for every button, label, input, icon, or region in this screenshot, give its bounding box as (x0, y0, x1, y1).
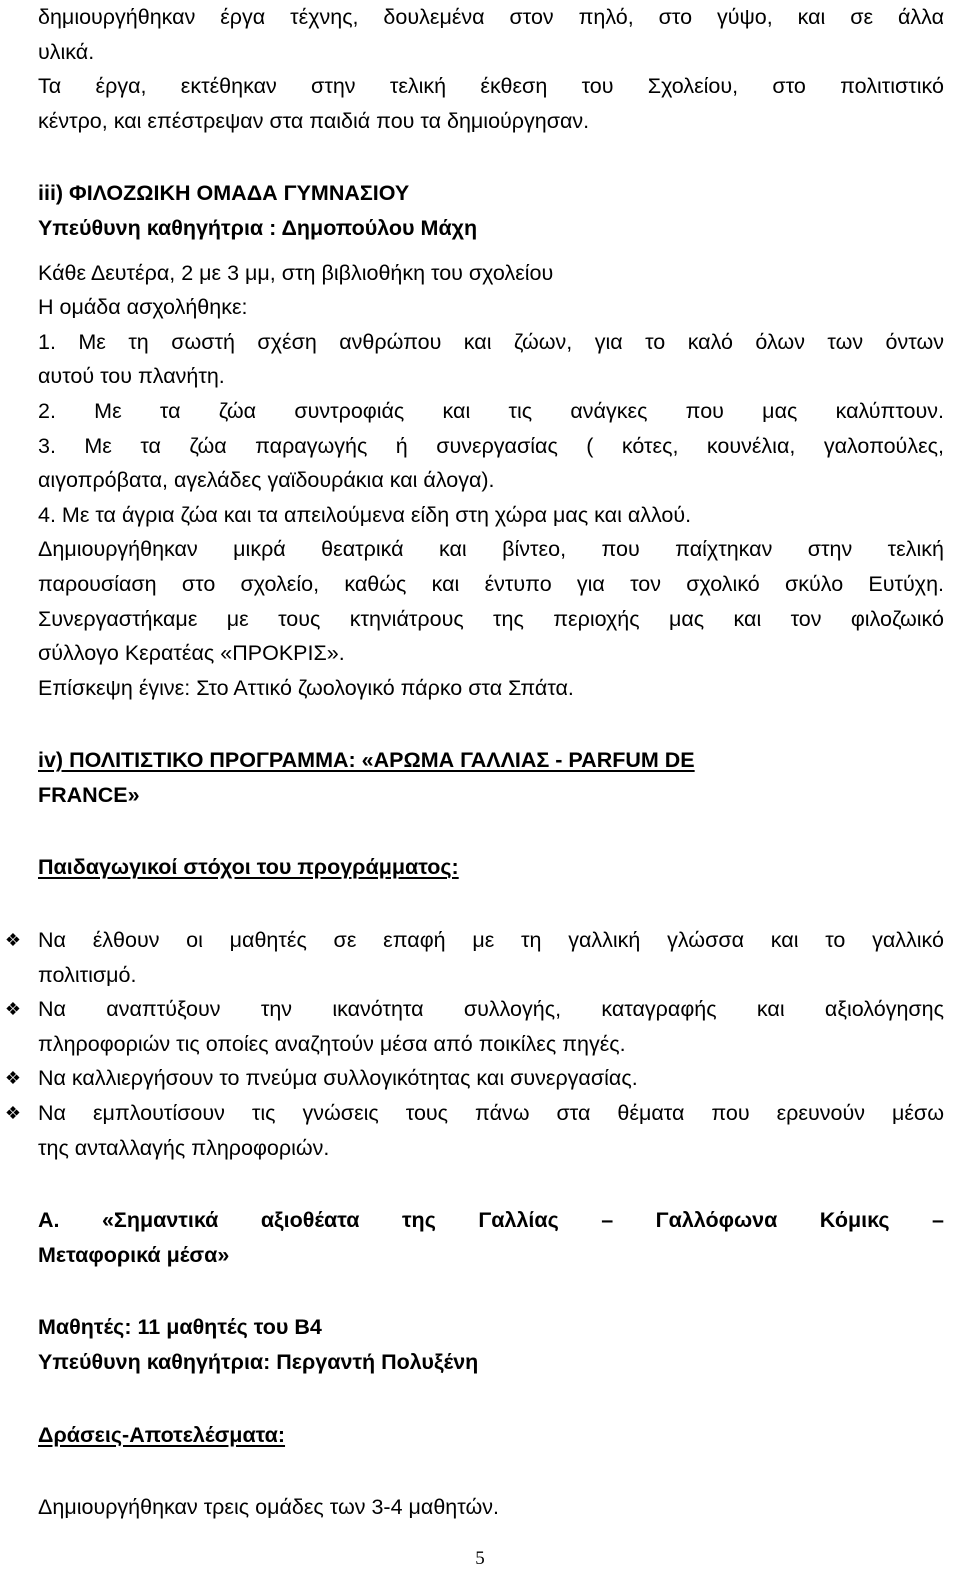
spacer (38, 1380, 944, 1418)
section-3-teacher: Υπεύθυνη καθηγήτρια : Δημοπούλου Μάχη (38, 215, 478, 240)
section-3-para-1a: Δημιουργήθηκαν μικρά θεατρικά και βίντεο, που παίχτηκαν στην τελική (38, 537, 944, 562)
spacer (38, 885, 944, 923)
section-3-item-1b: αυτού του πλανήτη. (38, 364, 225, 389)
section-3-item-4: 4. Με τα άγρια ζώα και τα απειλούμενα είδη στη χώρα μας και αλλού. (38, 502, 692, 527)
goal-item (4, 992, 944, 1061)
goal-line: πολιτισμό. (38, 962, 137, 987)
section-3-heading: iii) ΦΙΛΟΖΩΙΚΗ ΟΜΑΔΑ ΓΥΜΝΑΣΙΟΥ (38, 181, 410, 206)
section-3-para-1b: παρουσίαση στο σχολείο, καθώς και έντυπο για τον σχολικό σκύλο Ευτύχη. (38, 571, 944, 596)
diamond-bullet-icon: ❖ (4, 1102, 22, 1123)
section-3-para-2b: σύλλογο Κερατέας «ΠΡΟΚΡΙΣ». (38, 641, 345, 666)
goal-line: Να αναπτύξουν την ικανότητα συλλογής, καταγραφής και αξιολόγησης (38, 997, 944, 1022)
intro-line-4: κέντρο, και επέστρεψαν στα παιδιά που τα δημιούργησαν. (38, 108, 590, 133)
section-3-item-3a: 3. Με τα ζώα παραγωγής ή συνεργασίας ( κότες, κουνέλια, γαλοπούλες, (38, 433, 944, 458)
goal-line: της ανταλλαγής πληροφοριών. (38, 1135, 330, 1160)
teacher-line: Υπεύθυνη καθηγήτρια: Περγαντή Πολυξένη (38, 1350, 479, 1374)
section-3-para-3: Επίσκεψη έγινε: Στο Αττικό ζωολογικό πάρκο στα Σπάτα. (38, 675, 574, 700)
section-3-schedule: Κάθε Δευτέρα, 2 με 3 μμ, στη βιβλιοθήκη του σχολείου (38, 260, 554, 285)
section-4-heading-line-1: iv) ΠΟΛΙΤΙΣΤΙΚΟ ΠΡΟΓΡΑΜΜΑ: «ΑΡΩΜΑ ΓΑΛΛΙΑΣ - PARFUM DE (38, 748, 695, 773)
spacer (38, 1165, 944, 1203)
diamond-bullet-icon: ❖ (4, 1067, 22, 1088)
page-number: 5 (475, 1548, 485, 1569)
diamond-bullet-icon: ❖ (4, 998, 22, 1019)
intro-line-2: υλικά. (38, 39, 95, 64)
goal-line: πληροφοριών τις οποίες αναζητούν μέσα από ποικίλες πηγές. (38, 1031, 626, 1056)
section-3-item-3b: αιγοπρόβατα, αγελάδες γαϊδουράκια και άλογα). (38, 468, 495, 493)
goal-item (4, 1096, 944, 1165)
students-line: Μαθητές: 11 μαθητές του Β4 (38, 1315, 322, 1340)
spacer (38, 1452, 944, 1490)
section-3-item-1a: 1. Με τη σωστή σχέση ανθρώπου και ζώων, για το καλό όλων των όντων (38, 329, 944, 354)
section-3-item-2: 2. Με τα ζώα συντροφιάς και τις ανάγκες που μας καλύπτουν. (38, 398, 944, 423)
actions-text: Δημιουργήθηκαν τρεις ομάδες των 3-4 μαθητών. (38, 1495, 499, 1520)
intro-line-1: δημιουργήθηκαν έργα τέχνης, δουλεμένα στον πηλό, στο γύψο, και σε άλλα (38, 5, 944, 29)
diamond-bullet-icon: ❖ (4, 929, 22, 950)
goal-line: Να έλθουν οι μαθητές σε επαφή με τη γαλλική γλώσσα και το γαλλικό (38, 928, 944, 953)
goals-heading: Παιδαγωγικοί στόχοι του προγράμματος: (38, 855, 459, 880)
goal-item (4, 923, 944, 992)
spacer (38, 1272, 944, 1310)
section-3-occupied: Η ομάδα ασχολήθηκε: (38, 295, 248, 320)
spacer (38, 246, 944, 256)
sub-a-heading-line-1: Α. «Σημαντικά αξιοθέατα της Γαλλίας – Γαλλόφωνα Κόμικς – (38, 1208, 944, 1233)
goal-line: Να εμπλουτίσουν τις γνώσεις τους πάνω στα θέματα που ερευνούν μέσω (38, 1101, 944, 1126)
sub-a-heading-line-2: Μεταφορικά μέσα» (38, 1242, 230, 1267)
spacer (38, 705, 944, 743)
section-3-para-2a: Συνεργαστήκαμε με τους κτηνιάτρους της περιοχής μας και τον φιλοζωικό (38, 606, 944, 631)
document-page (4, 0, 944, 1525)
spacer (38, 138, 944, 176)
goal-item (4, 1061, 944, 1096)
intro-line-3: Τα έργα, εκτέθηκαν στην τελική έκθεση του Σχολείου, στο πολιτιστικό (38, 74, 944, 99)
spacer (38, 812, 944, 850)
goal-line: Να καλλιεργήσουν το πνεύμα συλλογικότητας και συνεργασίας. (38, 1066, 638, 1091)
actions-heading: Δράσεις-Αποτελέσματα: (38, 1422, 286, 1447)
section-4-heading-line-2: FRANCE» (38, 782, 140, 807)
